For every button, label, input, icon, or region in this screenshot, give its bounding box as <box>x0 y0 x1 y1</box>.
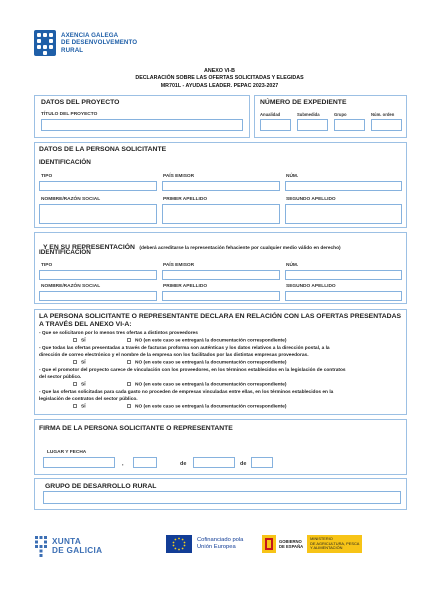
rural-development-group-input[interactable] <box>43 491 401 504</box>
applicant-country-label: PAÍS EMISOR <box>163 174 195 179</box>
eu-line-1: Cofinanciado pola <box>197 536 244 543</box>
year-sign-input[interactable] <box>251 457 273 468</box>
xunta-line-2: DE GALICIA <box>52 546 103 555</box>
rural-development-group-section <box>34 478 407 510</box>
procedure-code: MR701L - AYUDAS LEADER. PEPAC 2023-2027 <box>160 82 279 89</box>
declaration-item-3-yes[interactable]: SÍ <box>73 382 86 387</box>
group-label: Grupo <box>334 112 347 117</box>
applicant-number-input[interactable] <box>285 181 402 191</box>
representative-number-input[interactable] <box>285 270 402 280</box>
group-input[interactable] <box>334 119 365 131</box>
declaration-item-1-no[interactable]: NO (en este caso se entregará la documentación correspondiente) <box>127 338 286 343</box>
project-section <box>34 95 250 138</box>
declaration-item-4: - Que las ofertas solicitadas para cada gasto no proceden de empresas vinculadas entre ellas, en los términos establecidos en la legislación de contratos del sector público. <box>39 390 334 402</box>
file-number-title: NÚMERO DE EXPEDIENTE <box>260 99 347 106</box>
representative-note: (deberá acreditarse la representación fehaciente por cualquier medio válido en derecho) <box>139 246 341 251</box>
year-input[interactable] <box>260 119 291 131</box>
xunta-shield-icon <box>34 535 48 557</box>
eu-line-2: Unión Europea <box>197 544 236 550</box>
representative-section-title: Y EN SU REPRESENTACIÓN <box>43 244 135 251</box>
applicant-identification-title: IDENTIFICACIÓN <box>39 159 91 166</box>
declaration-item-1: - Que se solicitaron por lo menos tres ofertas a distintos proveedores <box>39 331 198 336</box>
order-number-input[interactable] <box>371 119 402 131</box>
eu-cofinancing-logo <box>166 535 243 553</box>
declaration-item-3: - Que el promotor del proyecto carece de vinculación con los proveedores, en los términos establecidos en la legislación de contratos del sector público. <box>39 368 346 380</box>
checkbox-icon[interactable] <box>127 404 131 408</box>
representative-type-input[interactable] <box>39 270 157 280</box>
agader-logo-mark-icon <box>34 30 56 56</box>
gob-line-2: DE ESPAÑA <box>279 544 304 549</box>
place-date-separator: , <box>122 461 124 467</box>
eu-flag-icon <box>166 535 192 553</box>
spain-coat-of-arms-icon <box>262 535 276 553</box>
month-year-separator: de <box>240 461 247 467</box>
declaration-item-4-yes[interactable]: SÍ <box>73 404 86 409</box>
checkbox-icon[interactable] <box>127 338 131 342</box>
checkbox-icon[interactable] <box>127 360 131 364</box>
xunta-line-1: XUNTA <box>52 537 82 546</box>
declaration-title: DECLARACIÓN SOBRE LAS OFERTAS SOLICITADAS Y ELEGIDAS <box>135 75 304 82</box>
declaration-title-line-2: A TRAVÉS DEL ANEXO VI-A: <box>39 321 132 328</box>
checkbox-icon[interactable] <box>73 338 77 342</box>
representative-name-label: NOMBRE/RAZÓN SOCIAL <box>41 284 101 289</box>
annex-number: ANEXO VI-B <box>204 68 235 74</box>
ministry-banner <box>307 535 362 553</box>
applicant-second-surname-label: SEGUNDO APELLIDO <box>286 197 336 202</box>
project-title-label: TÍTULO DEL PROYECTO <box>41 112 98 117</box>
logo-line-2: DE DESENVOLVEMENTO <box>61 39 138 47</box>
year-label: Anualidad <box>260 112 281 117</box>
representative-identification-title: IDENTIFICACIÓN <box>39 249 91 256</box>
applicant-section <box>34 142 407 228</box>
declaration-item-2-yes[interactable]: SÍ <box>73 360 86 365</box>
signature-section <box>34 419 407 475</box>
place-date-label: LUGAR Y FECHA <box>47 450 87 455</box>
agader-logo <box>34 30 144 56</box>
place-input[interactable] <box>43 457 115 468</box>
rural-development-group-title: GRUPO DE DESARROLLO RURAL <box>45 483 157 490</box>
declaration-item-3-no[interactable]: NO (en este caso se entregará la documentación correspondiente) <box>127 382 286 387</box>
representative-second-surname-label: SEGUNDO APELLIDO <box>286 284 336 289</box>
order-number-label: Núm. orden <box>371 112 395 117</box>
applicant-first-surname-label: PRIMER APELLIDO <box>163 197 208 202</box>
declaration-item-2-no[interactable]: NO (en este caso se entregará la documentación correspondiente) <box>127 360 286 365</box>
document-title <box>0 68 439 90</box>
representative-section <box>34 232 407 304</box>
applicant-name-input[interactable] <box>39 204 157 224</box>
file-number-section <box>254 95 407 138</box>
applicant-section-title: DATOS DE LA PERSONA SOLICITANTE <box>39 146 167 153</box>
logo-line-1: AXENCIA GALEGA <box>61 31 119 39</box>
submeasure-input[interactable] <box>297 119 328 131</box>
declaration-item-1-yes[interactable]: SÍ <box>73 338 86 343</box>
signature-section-title: FIRMA DE LA PERSONA SOLICITANTE O REPRESENTANTE <box>39 425 233 432</box>
submeasure-label: Submedida <box>297 112 320 117</box>
checkbox-icon[interactable] <box>73 360 77 364</box>
day-input[interactable] <box>133 457 157 468</box>
representative-first-surname-input[interactable] <box>162 291 280 301</box>
declaration-item-2: - Que todas las ofertas presentadas a través de facturas proforma son auténticas y los datos relativos a la dirección postal, a la dirección de correo electrónico y el nombre de la empresa son los facilitados por las distintas empresas proveedoras. <box>39 346 330 358</box>
applicant-type-input[interactable] <box>39 181 157 191</box>
project-title-input[interactable] <box>41 119 243 131</box>
logo-line-3: RURAL <box>61 46 84 54</box>
checkbox-icon[interactable] <box>73 382 77 386</box>
applicant-country-input[interactable] <box>162 181 280 191</box>
gob-line-1: GOBIERNO <box>279 539 302 544</box>
declaration-section <box>34 309 407 415</box>
representative-type-label: TIPO <box>41 263 53 268</box>
declaration-title-line-1: LA PERSONA SOLICITANTE O REPRESENTANTE DECLARA EN RELACIÓN CON LAS OFERTAS PRESENTADAS <box>39 313 402 320</box>
applicant-second-surname-input[interactable] <box>285 204 402 224</box>
representative-number-label: NÚM. <box>286 263 299 268</box>
project-section-title: DATOS DEL PROYECTO <box>41 99 120 106</box>
representative-first-surname-label: PRIMER APELLIDO <box>163 284 208 289</box>
spain-government-logo <box>262 535 362 553</box>
applicant-name-label: NOMBRE/RAZÓN SOCIAL <box>41 197 101 202</box>
representative-country-label: PAÍS EMISOR <box>163 263 195 268</box>
applicant-number-label: NÚM. <box>286 174 299 179</box>
representative-second-surname-input[interactable] <box>285 291 402 301</box>
declaration-item-4-no[interactable]: NO (en este caso se entregará la documentación correspondiente) <box>127 404 286 409</box>
min-line-2: DE AGRICULTURA, PESCA <box>310 540 360 546</box>
representative-country-input[interactable] <box>162 270 280 280</box>
min-line-1: MINISTERIO <box>310 536 333 542</box>
checkbox-icon[interactable] <box>127 382 131 386</box>
applicant-type-label: TIPO <box>41 174 53 179</box>
applicant-first-surname-input[interactable] <box>162 204 280 224</box>
checkbox-icon[interactable] <box>73 404 77 408</box>
min-line-3: Y ALIMENTACIÓN <box>310 545 343 551</box>
month-input[interactable] <box>193 457 235 468</box>
xunta-logo <box>34 535 102 557</box>
day-month-separator: de <box>180 461 187 467</box>
representative-name-input[interactable] <box>39 291 157 301</box>
